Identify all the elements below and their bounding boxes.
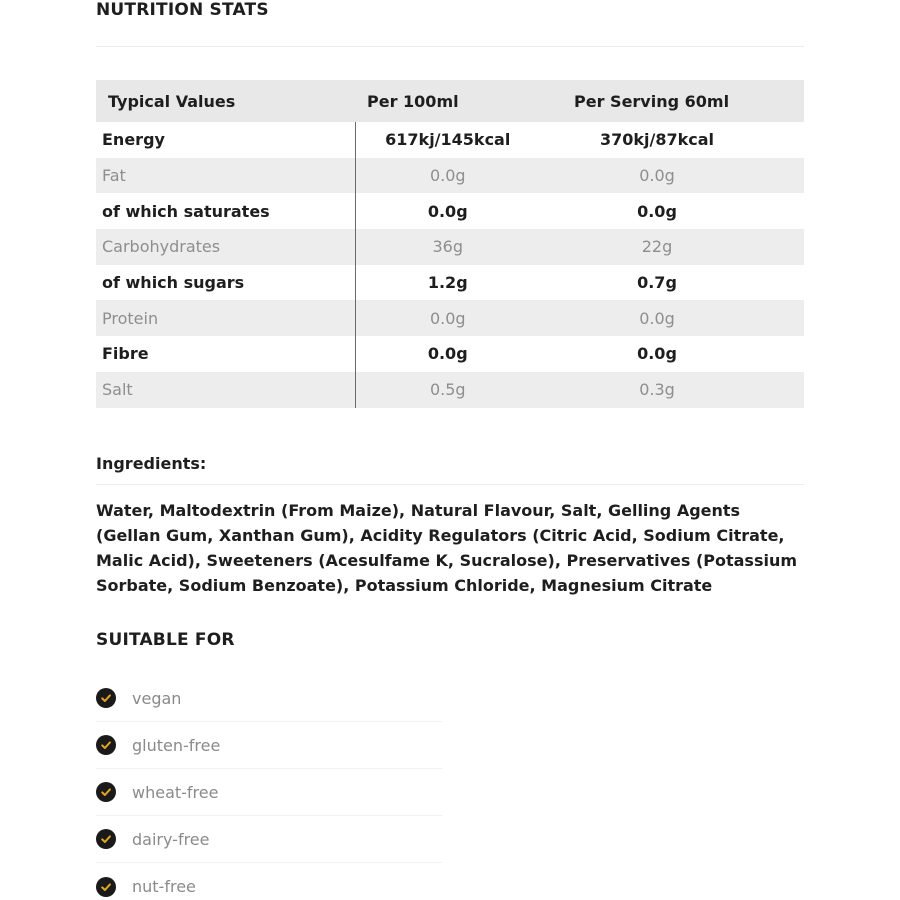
check-circle-icon [96, 782, 116, 802]
suitable-label: nut-free [132, 877, 196, 896]
table-row [96, 300, 804, 336]
per-100ml-value: 36g [432, 237, 463, 257]
divider [96, 484, 804, 485]
per-serving-value: 0.0g [639, 166, 675, 186]
per-serving-value: 22g [641, 237, 673, 257]
per-serving-value: 0.0g [637, 344, 677, 364]
list-item [96, 722, 442, 769]
per-100ml-value: 1.2g [427, 273, 468, 293]
table-row [96, 229, 804, 265]
column-header-per-serving: Per Serving 60ml [574, 91, 730, 111]
per-serving-value: 370kj/87kcal [599, 130, 715, 150]
nutrition-table [96, 80, 805, 408]
divider [96, 46, 804, 47]
per-100ml-value: 0.5g [429, 380, 466, 400]
table-row [96, 193, 804, 229]
per-100ml-value: 0.0g [427, 201, 468, 221]
table-row [96, 265, 804, 301]
suitable-label: gluten-free [132, 735, 221, 755]
list-item [96, 816, 442, 863]
per-serving-value: 0.7g [637, 273, 677, 293]
row-label: of which saturates [96, 193, 355, 229]
row-label: Salt [96, 372, 355, 408]
suitable-label: vegan [132, 688, 182, 708]
row-label: Protein [96, 300, 355, 336]
table-row [96, 122, 804, 158]
per-serving-value: 0.0g [637, 201, 677, 221]
per-100ml-value: 0.0g [429, 308, 466, 328]
suitable-label: dairy-free [132, 829, 210, 849]
table-row [96, 158, 804, 194]
row-label: of which sugars [96, 265, 355, 301]
per-serving-value: 0.0g [639, 308, 675, 328]
per-100ml-value: 617kj/145kcal [385, 130, 511, 150]
check-circle-icon [96, 829, 116, 849]
per-100ml-value: 0.0g [427, 344, 468, 364]
table-row [96, 336, 804, 372]
per-100ml-value: 0.0g [429, 166, 466, 186]
column-header-typical-values: Typical Values [108, 91, 236, 111]
row-label: Fat [96, 158, 355, 194]
per-serving-value: 0.3g [639, 380, 675, 400]
suitable-for-list [96, 675, 442, 900]
suitable-for-title: SUITABLE FOR [96, 630, 235, 650]
list-item [96, 769, 442, 816]
ingredients-text: Water, Maltodextrin (From Maize), Natural Flavour, Salt, Gelling Agents (Gellan Gum, Xanthan Gum), Acidity Regulators (Citric Acid, Sodium Citrate, Malic Acid), Sweeteners (Acesulfame K, Sucralose), Preservatives (Potassium Sorbate, Sodium Benzoate), Potassium Chloride, Magnesium Citrate [96, 501, 798, 595]
row-label: Energy [96, 122, 355, 158]
column-header-per-100ml: Per 100ml [367, 91, 459, 111]
list-item [96, 675, 442, 722]
check-circle-icon [96, 877, 116, 897]
nutrition-stats-title: NUTRITION STATS [96, 0, 269, 20]
row-label: Fibre [96, 336, 355, 372]
ingredients-title: Ingredients: [96, 454, 207, 473]
check-circle-icon [96, 735, 116, 755]
check-circle-icon [96, 688, 116, 708]
table-row [96, 372, 804, 408]
suitable-label: wheat-free [132, 782, 219, 802]
row-label: Carbohydrates [96, 229, 355, 265]
table-header-row [96, 80, 804, 122]
list-item [96, 863, 442, 900]
